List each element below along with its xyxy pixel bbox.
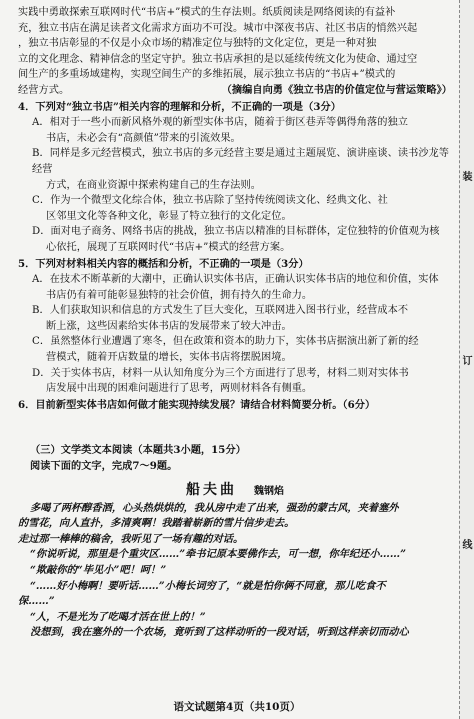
- option-d[interactable]: [18, 224, 452, 255]
- passage-line: 经营方式。: [18, 84, 70, 96]
- option-b[interactable]: [18, 146, 452, 193]
- story-line: 走过那一棒棒的稿舍，我听见了一场有趣的对话。: [18, 532, 244, 545]
- story-line: 的雪花，向人直扑，多清爽啊！我踏着崭新的雪片信步走去。: [18, 517, 295, 530]
- option-text: 店发展中出现的困难问题进行了思考，两则材料各有侧重。: [46, 383, 313, 395]
- option-c[interactable]: [18, 334, 452, 365]
- story-line: “欺敲你的“毕见小”吧！呵！”: [30, 564, 167, 576]
- passage-line: 实践中勇敢探索互联网时代“书店+”模式的生存法则。纸质阅读是网络阅读的有益补: [18, 7, 396, 18]
- option-text: 方式，在商业资源中探索构建自己的生存法则。: [46, 179, 261, 191]
- story-title: 船夫曲: [185, 481, 237, 498]
- story-title-row: [18, 479, 452, 499]
- page-footer: 语文试题第4页（共10页）: [173, 701, 301, 713]
- story-line: “……好小梅啊！要听话……”小梅长词穷了，“就是怕你俩不同意，那儿吃食不: [30, 579, 386, 592]
- option-text: 区邻里文化等各种文化，彰显了特立独行的文化定位。: [46, 210, 292, 222]
- passage-line: ，独立书店彰显的不仅是小众市场的精准定位与独特的文化定位，更是一种对独: [18, 38, 377, 50]
- option-text: 书店仍有着可能彰显独特的社会价值，拥有持久的生命力。: [46, 289, 313, 301]
- option-text: C．作为一个微型文化综合体，独立书店除了坚持传统阅读文化、经典文化、社: [32, 195, 388, 207]
- option-b[interactable]: [18, 303, 452, 334]
- answer-space: [18, 413, 452, 443]
- story-line: “人，不是光为了吃喝才活在世上的！”: [30, 610, 206, 623]
- option-text: A．相对于一些小而新风格外观的新型实体书店，随着于街区巷弄等偶得角落的独立: [32, 117, 408, 129]
- binding-mark: 装: [462, 172, 473, 183]
- binding-mark: 订: [462, 356, 473, 367]
- question-stem: 4．下列对“独立书店”相关内容的理解和分析，不正确的一项是（3分）: [18, 100, 341, 113]
- story-body: [18, 501, 452, 641]
- option-d[interactable]: [18, 366, 452, 397]
- section-heading: （三）文学类文本阅读（本题共3小题，15分）: [30, 444, 246, 457]
- question-4: [18, 100, 452, 256]
- question-6: [18, 398, 452, 414]
- passage-source: （摘编自向勇《独立书店的价值定位与营运策略》）: [221, 83, 452, 96]
- option-a[interactable]: [18, 272, 452, 303]
- option-text: D．面对电子商务、网络书店的挑战，独立书店以精准的目标群体，定位独特的价值观为核: [32, 226, 440, 238]
- story-author: 魏钢焰: [254, 485, 285, 497]
- question-5: [18, 257, 452, 397]
- option-text: B．同样是多元经营模式，独立书店的多元经营主要是通过主题展览、演讲座谈、读书沙龙等经营: [32, 148, 450, 175]
- option-text: A．在技术不断革新的大潮中，正确认识实体书店，正确认识实体书店的地位和价值，实体: [32, 274, 439, 286]
- binding-mark: 线: [462, 540, 473, 551]
- option-text: D．关于实体书店，材料一从认知角度分为三个方面进行了思考，材料二则对实体书: [32, 367, 409, 379]
- passage-line: 间生产的多重场域建构，实现空间生产的多维拓展，展示独立书店的“书店+”模式的: [18, 69, 396, 81]
- option-text: 断上涨，这些因素给实体书店的发展带来了较大冲击。: [46, 320, 292, 332]
- binding-margin: [459, 0, 474, 719]
- option-text: 营模式，随着开店数量的增长，实体书店将摆脱困境。: [46, 352, 292, 364]
- passage-last-row: [18, 83, 452, 99]
- option-text: B．人们获取知识和信息的方式发生了巨大变化，互联网进入图书行业，经营成本不: [32, 305, 409, 317]
- story-line: “你说听说，那里是个重灾区……”牵书记原本要佛作去，可一想，你年纪还小……”: [30, 548, 407, 561]
- question-stem: 5．下列对材料相关内容的概括和分析，不正确的一项是（3分）: [18, 257, 309, 270]
- question-stem: 6．目前新型实体书店如何做才能实现持续发展？请结合材料简要分析。（6分）: [18, 398, 376, 411]
- option-a[interactable]: [18, 115, 452, 146]
- option-text: 心依托，展现了互联网时代“书店+”模式的经营方案。: [46, 241, 291, 253]
- story-line: 多喝了两杯醇香酒，心头热烘烘的，我从房中走了出来，强劲的蒙古风，夹着塞外: [30, 501, 399, 514]
- option-text: C．虽然整体行业遭遇了寒冬，但在政策和资本的助力下，实体书店据演出新了新的经: [32, 336, 419, 348]
- story-line: 保……”: [18, 595, 55, 608]
- passage-continuation: [18, 5, 452, 99]
- section-3: [18, 443, 452, 474]
- section-instruction: 阅读下面的文字，完成7～9题。: [30, 460, 178, 473]
- option-c[interactable]: [18, 193, 452, 224]
- passage-line: 充，独立书店在满足读者文化需求方面功不可没。城市中深夜书店、社区书店的悄然兴起: [18, 22, 418, 34]
- option-text: 书店，未必会有“高颜值”带来的引流效果。: [46, 132, 241, 144]
- passage-line: 立的文化理念、精神信念的坚定守护。独立书店承担的是以延续传统文化为使命、通过空: [18, 53, 418, 65]
- story-line: 没想到，我在塞外的一个农场，竟听到了这样动听的一段对话，听到这样亲切而动心: [30, 626, 409, 639]
